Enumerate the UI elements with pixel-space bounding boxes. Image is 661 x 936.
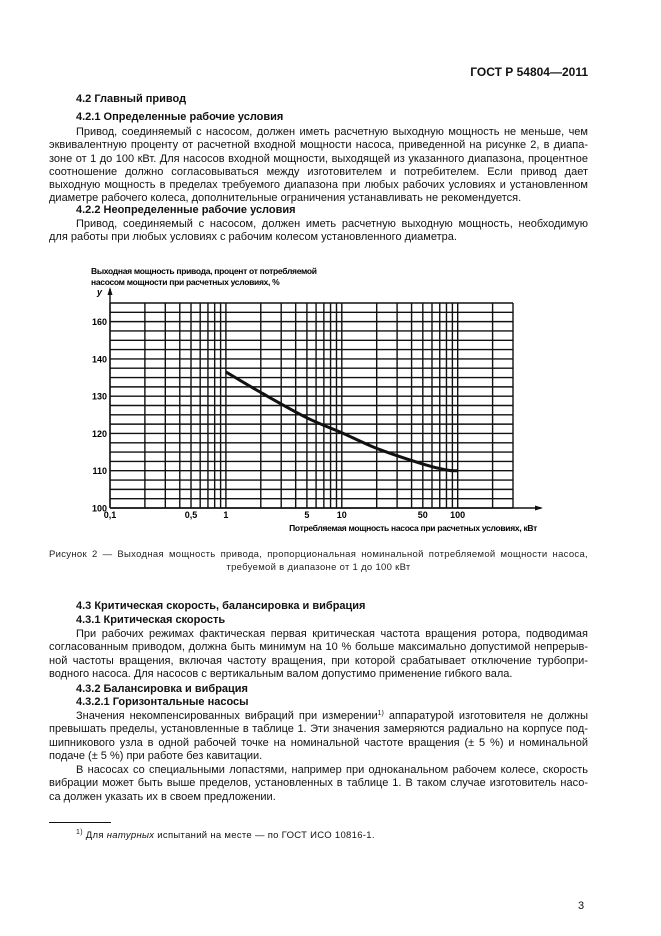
paragraph-line: согласованным приводом, должна быть минимум на 10 % больше максимально допустимой непрерыв-: [49, 641, 588, 654]
section-4-3-heading: 4.3 Критическая скорость, балансировка и вибрация: [76, 600, 366, 612]
section-4-2-2-paragraph: [49, 218, 588, 245]
paragraph-line: Привод, соединяемый с насосом, должен иметь расчетную выходную мощность не меньше, чем: [76, 126, 588, 138]
section-4-2-1-heading: 4.2.1 Определенные рабочие условия: [76, 111, 284, 123]
footnote-text: испытаний на месте — по ГОСТ ИСО 10816-1.: [154, 830, 375, 841]
paragraph-line: При рабочих режимах фактическая первая критическая частота вращения ротора, подводимая: [76, 628, 588, 640]
document-id-header: ГОСТ Р 54804—2011: [470, 65, 588, 79]
footnote-mark: 1): [76, 829, 83, 836]
paragraph-line: вибрации может быть выше пределов, установленных в таблице 1. В таком случае изготовитель насо-: [49, 777, 588, 790]
y-axis-title: насосом мощности при расчетных условиях, %: [91, 277, 280, 287]
x-tick-label: 10: [336, 510, 347, 520]
paragraph-line: водного насоса. Для насосов с вертикальным валом допустимо применение гибкого вала.: [49, 667, 513, 680]
caption-line-2: требуемой в диапазоне от 1 до 100 кВт: [226, 561, 411, 573]
y-axis-symbol: y: [97, 287, 103, 297]
line-text: аппаратурой изготовителя не должны: [383, 710, 588, 722]
y-axis-arrow-icon: [108, 287, 113, 295]
paragraph-line: подаче (± 5 %) при работе без кавитации.: [49, 749, 263, 762]
paragraph-line: Привод, соединяемый с насосом, должен иметь расчетную выходную мощность, необходимую: [76, 218, 588, 230]
y-axis-title: Выходная мощность привода, процент от потребляемой: [91, 266, 317, 276]
x-tick-label: 50: [417, 510, 428, 520]
paragraph-line: ной частоты вращения, включая частоту вращения, при которой срабатывает отключение турбопри-: [49, 654, 588, 667]
figure-caption: [49, 549, 588, 574]
y-tick-label: 120: [91, 428, 107, 439]
section-4-2-1-paragraph: [49, 126, 588, 206]
x-tick-label: 0,1: [103, 510, 117, 520]
footnote-italic-text: натурных: [106, 830, 155, 841]
section-4-3-2-1-heading: 4.3.2.1 Горизонтальные насосы: [76, 696, 249, 708]
paragraph-line: зоне от 1 до 100 кВт. Для насосов входной мощности, выходящей из указанного диапазона, процентное: [49, 152, 588, 165]
footnote-divider: [49, 822, 111, 823]
section-4-3-1-heading: 4.3.1 Критическая скорость: [76, 614, 226, 626]
y-tick-label: 110: [92, 466, 107, 477]
paragraph-line: [49, 710, 588, 723]
section-4-2-heading: 4.2 Главный привод: [76, 93, 187, 105]
y-tick-label: 140: [91, 354, 107, 365]
x-axis-arrow-icon: [535, 506, 543, 511]
footnote: [76, 830, 375, 841]
caption-line-1: Рисунок 2 — Выходная мощность привода, пропорциональная номинальной потребляемой мощности насоса,: [49, 549, 588, 560]
footnote-ref[interactable]: 1): [377, 710, 384, 717]
y-tick-label: 100: [91, 503, 107, 514]
paragraph-line: са должен указать их в своем предложении.: [49, 790, 276, 803]
footnote-text: Для: [82, 830, 107, 841]
x-tick-label: 100: [450, 510, 466, 520]
section-4-3-2-1-paragraph-2: [49, 764, 588, 804]
line-text: Значения некомпенсированных вибраций при измерении: [76, 710, 378, 722]
x-tick-label: 0,5: [184, 510, 198, 520]
paragraph-line: соотношение должно согласовываться между изготовителем и потребителем. Если привод дает: [49, 165, 588, 178]
page-number: 3: [578, 900, 585, 912]
paragraph-rest: [49, 723, 588, 763]
paragraph-line: диаметре рабочего колеса, дополнительные ограничения устанавливать не рекомендуется.: [49, 192, 522, 205]
figure-2-chart: [0, 255, 661, 540]
x-tick-label: 5: [304, 510, 310, 520]
paragraph-line: для работы при любых условиях с рабочим колесом установленного диаметра.: [49, 231, 457, 244]
paragraph-line: шипникового узла в одной рабочей точке на номинальной частоте вращения (± 5 %) и номинальной: [49, 736, 588, 749]
section-4-3-2-heading: 4.3.2 Балансировка и вибрация: [76, 683, 248, 695]
y-tick-label: 130: [91, 391, 107, 402]
y-tick-label: 160: [91, 317, 107, 328]
section-4-3-2-1-paragraph-1: [49, 710, 588, 763]
x-axis-title: Потребляемая мощность насоса при расчетных условиях, кВт: [289, 523, 537, 533]
paragraph-line: В насосах со специальными лопастями, например при одноканальном рабочем колесе, скорость: [76, 764, 588, 776]
paragraph-line: превышать пределы, установленные в таблице 1. Эти значения замеряются радиально на корпусе под-: [49, 723, 588, 736]
section-4-2-2-heading: 4.2.2 Неопределенные рабочие условия: [76, 204, 296, 216]
paragraph-line: эквивалентную проценту от расчетной входной мощности насоса, приведенной на рисунке 2, в диапа-: [49, 139, 588, 152]
x-tick-label: 1: [223, 510, 229, 520]
section-4-3-1-paragraph: [49, 628, 588, 681]
paragraph-line: выходную мощность в пределах требуемого диапазона при любых рабочих условиях и установленном: [49, 179, 588, 192]
